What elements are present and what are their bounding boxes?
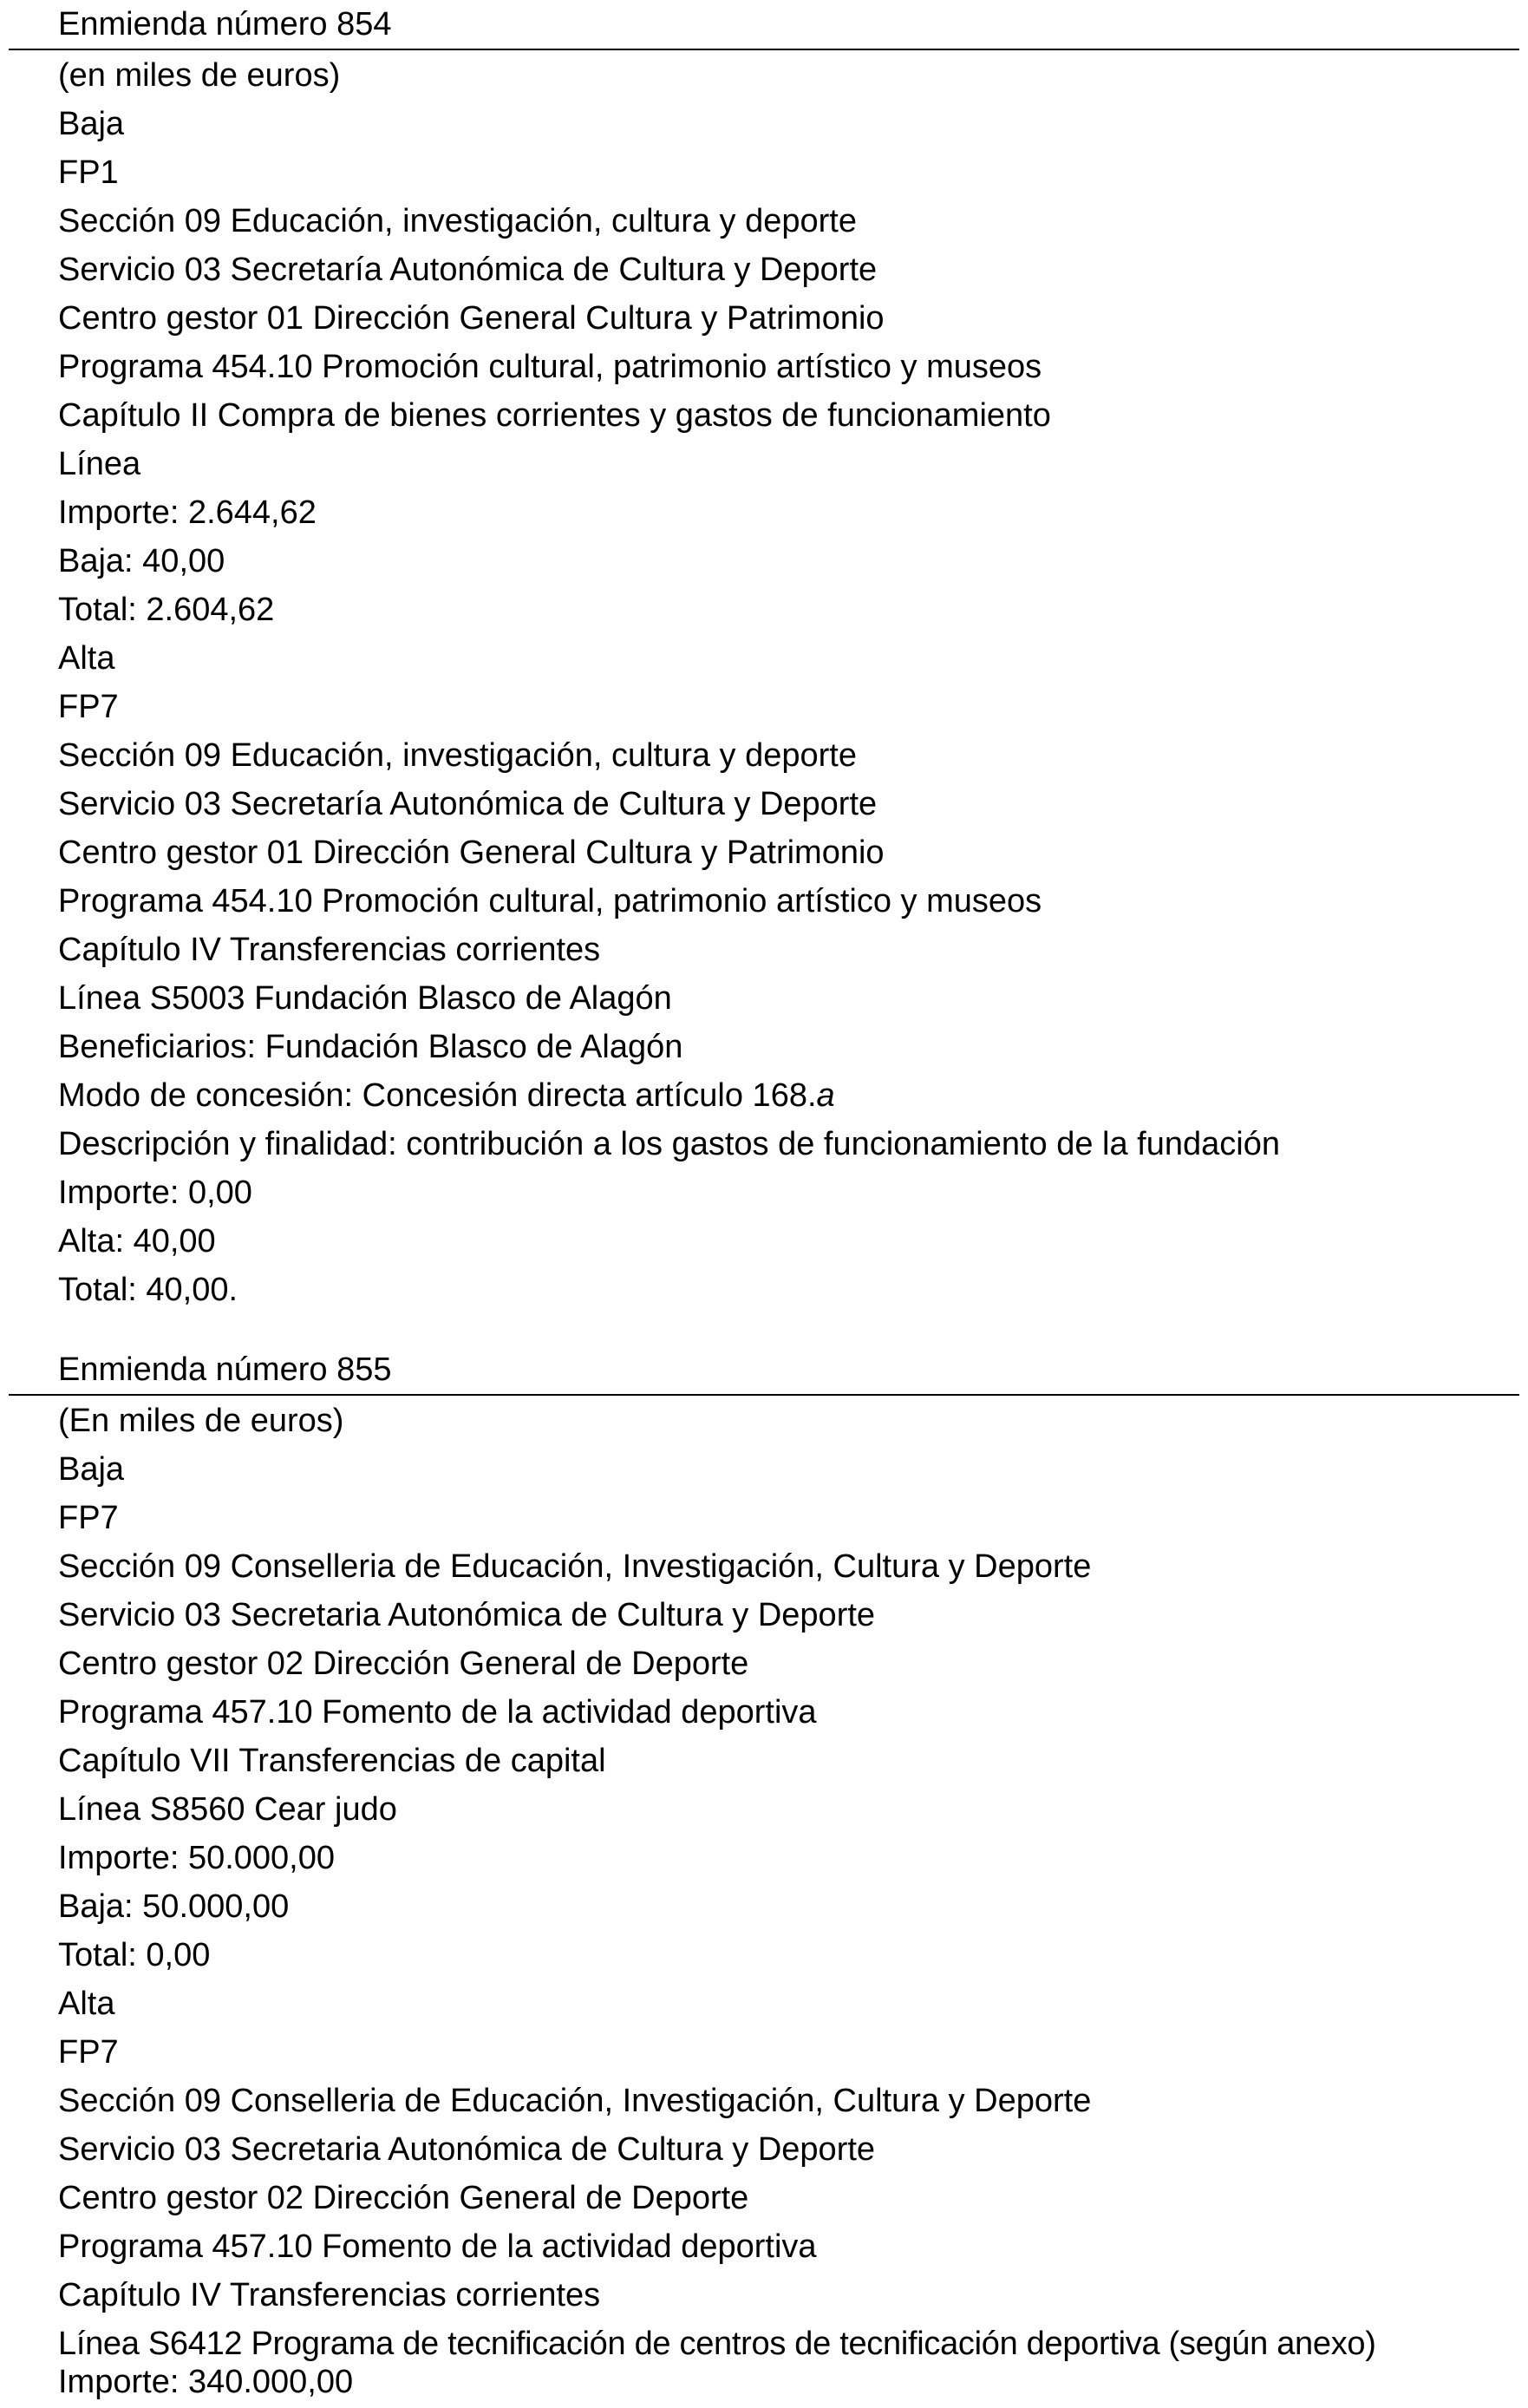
body-line: Baja: 50.000,00: [58, 1888, 290, 1925]
body-line: Alta: [58, 1986, 115, 2022]
body-line: Sección 09 Educación, investigación, cultura y deporte: [58, 203, 857, 239]
body-line: FP1: [58, 154, 119, 191]
body-line: Capítulo IV Transferencias corrientes: [58, 2277, 601, 2313]
body-line: Servicio 03 Secretaría Autonómica de Cultura y Deporte: [58, 252, 878, 288]
concession-text: Modo de concesión: Concesión directa artículo 168.: [58, 1077, 817, 1114]
body-line: Línea S5003 Fundación Blasco de Alagón: [58, 980, 672, 1017]
body-line: Importe: 50.000,00: [58, 1840, 335, 1876]
body-line: FP7: [58, 1500, 119, 1536]
body-line: FP7: [58, 689, 119, 725]
body-line: Total: 0,00: [58, 1937, 211, 1973]
body-line: Línea S8560 Cear judo: [58, 1791, 397, 1828]
body-line: Baja: 40,00: [58, 543, 225, 579]
body-line: Alta: 40,00: [58, 1223, 216, 1260]
body-line: Total: 2.604,62: [58, 592, 275, 628]
body-line: Centro gestor 01 Dirección General Cultura y Patrimonio: [58, 300, 885, 337]
body-line: Beneficiarios: Fundación Blasco de Alagón: [58, 1029, 683, 1065]
title-divider: [9, 1394, 1519, 1396]
body-line: Línea: [58, 446, 141, 482]
body-line: Capítulo VII Transferencias de capital: [58, 1743, 606, 1779]
body-line: (En miles de euros): [58, 1403, 344, 1439]
body-line: Servicio 03 Secretaria Autonómica de Cultura y Deporte: [58, 2131, 876, 2168]
body-line: Baja: [58, 106, 125, 142]
amendment-title: Enmienda número 854: [58, 6, 392, 43]
body-line: Servicio 03 Secretaria Autonómica de Cultura y Deporte: [58, 1597, 876, 1633]
amendment-title: Enmienda número 855: [58, 1351, 392, 1388]
body-line: Alta: [58, 640, 115, 677]
body-line: Sección 09 Conselleria de Educación, Investigación, Cultura y Deporte: [58, 2083, 1092, 2119]
body-line: Importe: 0,00: [58, 1175, 252, 1211]
body-line: Capítulo II Compra de bienes corrientes y gastos de funcionamiento: [58, 397, 1051, 434]
body-line: Capítulo IV Transferencias corrientes: [58, 932, 601, 968]
body-line: Centro gestor 02 Dirección General de Deporte: [58, 2180, 749, 2216]
body-line: Baja: [58, 1451, 125, 1488]
body-line: Importe: 2.644,62: [58, 494, 317, 531]
body-line: Sección 09 Educación, investigación, cultura y deporte: [58, 737, 857, 774]
concession-suffix: a: [816, 1077, 835, 1114]
title-divider: [9, 49, 1519, 50]
body-line: Programa 457.10 Fomento de la actividad deportiva: [58, 1694, 817, 1731]
body-line: Centro gestor 02 Dirección General de Deporte: [58, 1646, 749, 1682]
body-line: Programa 454.10 Promoción cultural, patrimonio artístico y museos: [58, 349, 1042, 385]
body-line: Servicio 03 Secretaría Autonómica de Cultura y Deporte: [58, 786, 878, 822]
body-line: Centro gestor 01 Dirección General Cultura y Patrimonio: [58, 834, 885, 871]
body-line: Importe: 340.000,00: [58, 2364, 354, 2400]
body-line-concession: [58, 1073, 835, 1118]
body-line: Total: 40,00.: [58, 1272, 238, 1308]
body-line: (en miles de euros): [58, 57, 341, 94]
body-line: Sección 09 Conselleria de Educación, Investigación, Cultura y Deporte: [58, 1548, 1092, 1585]
body-line: FP7: [58, 2034, 119, 2071]
body-line: Línea S6412 Programa de tecnificación de centros de tecnificación deportiva (según anexo): [58, 2326, 1376, 2362]
body-line: Programa 457.10 Fomento de la actividad deportiva: [58, 2228, 817, 2265]
body-line: Programa 454.10 Promoción cultural, patrimonio artístico y museos: [58, 883, 1042, 919]
body-line: Descripción y finalidad: contribución a los gastos de funcionamiento de la fundación: [58, 1126, 1280, 1162]
